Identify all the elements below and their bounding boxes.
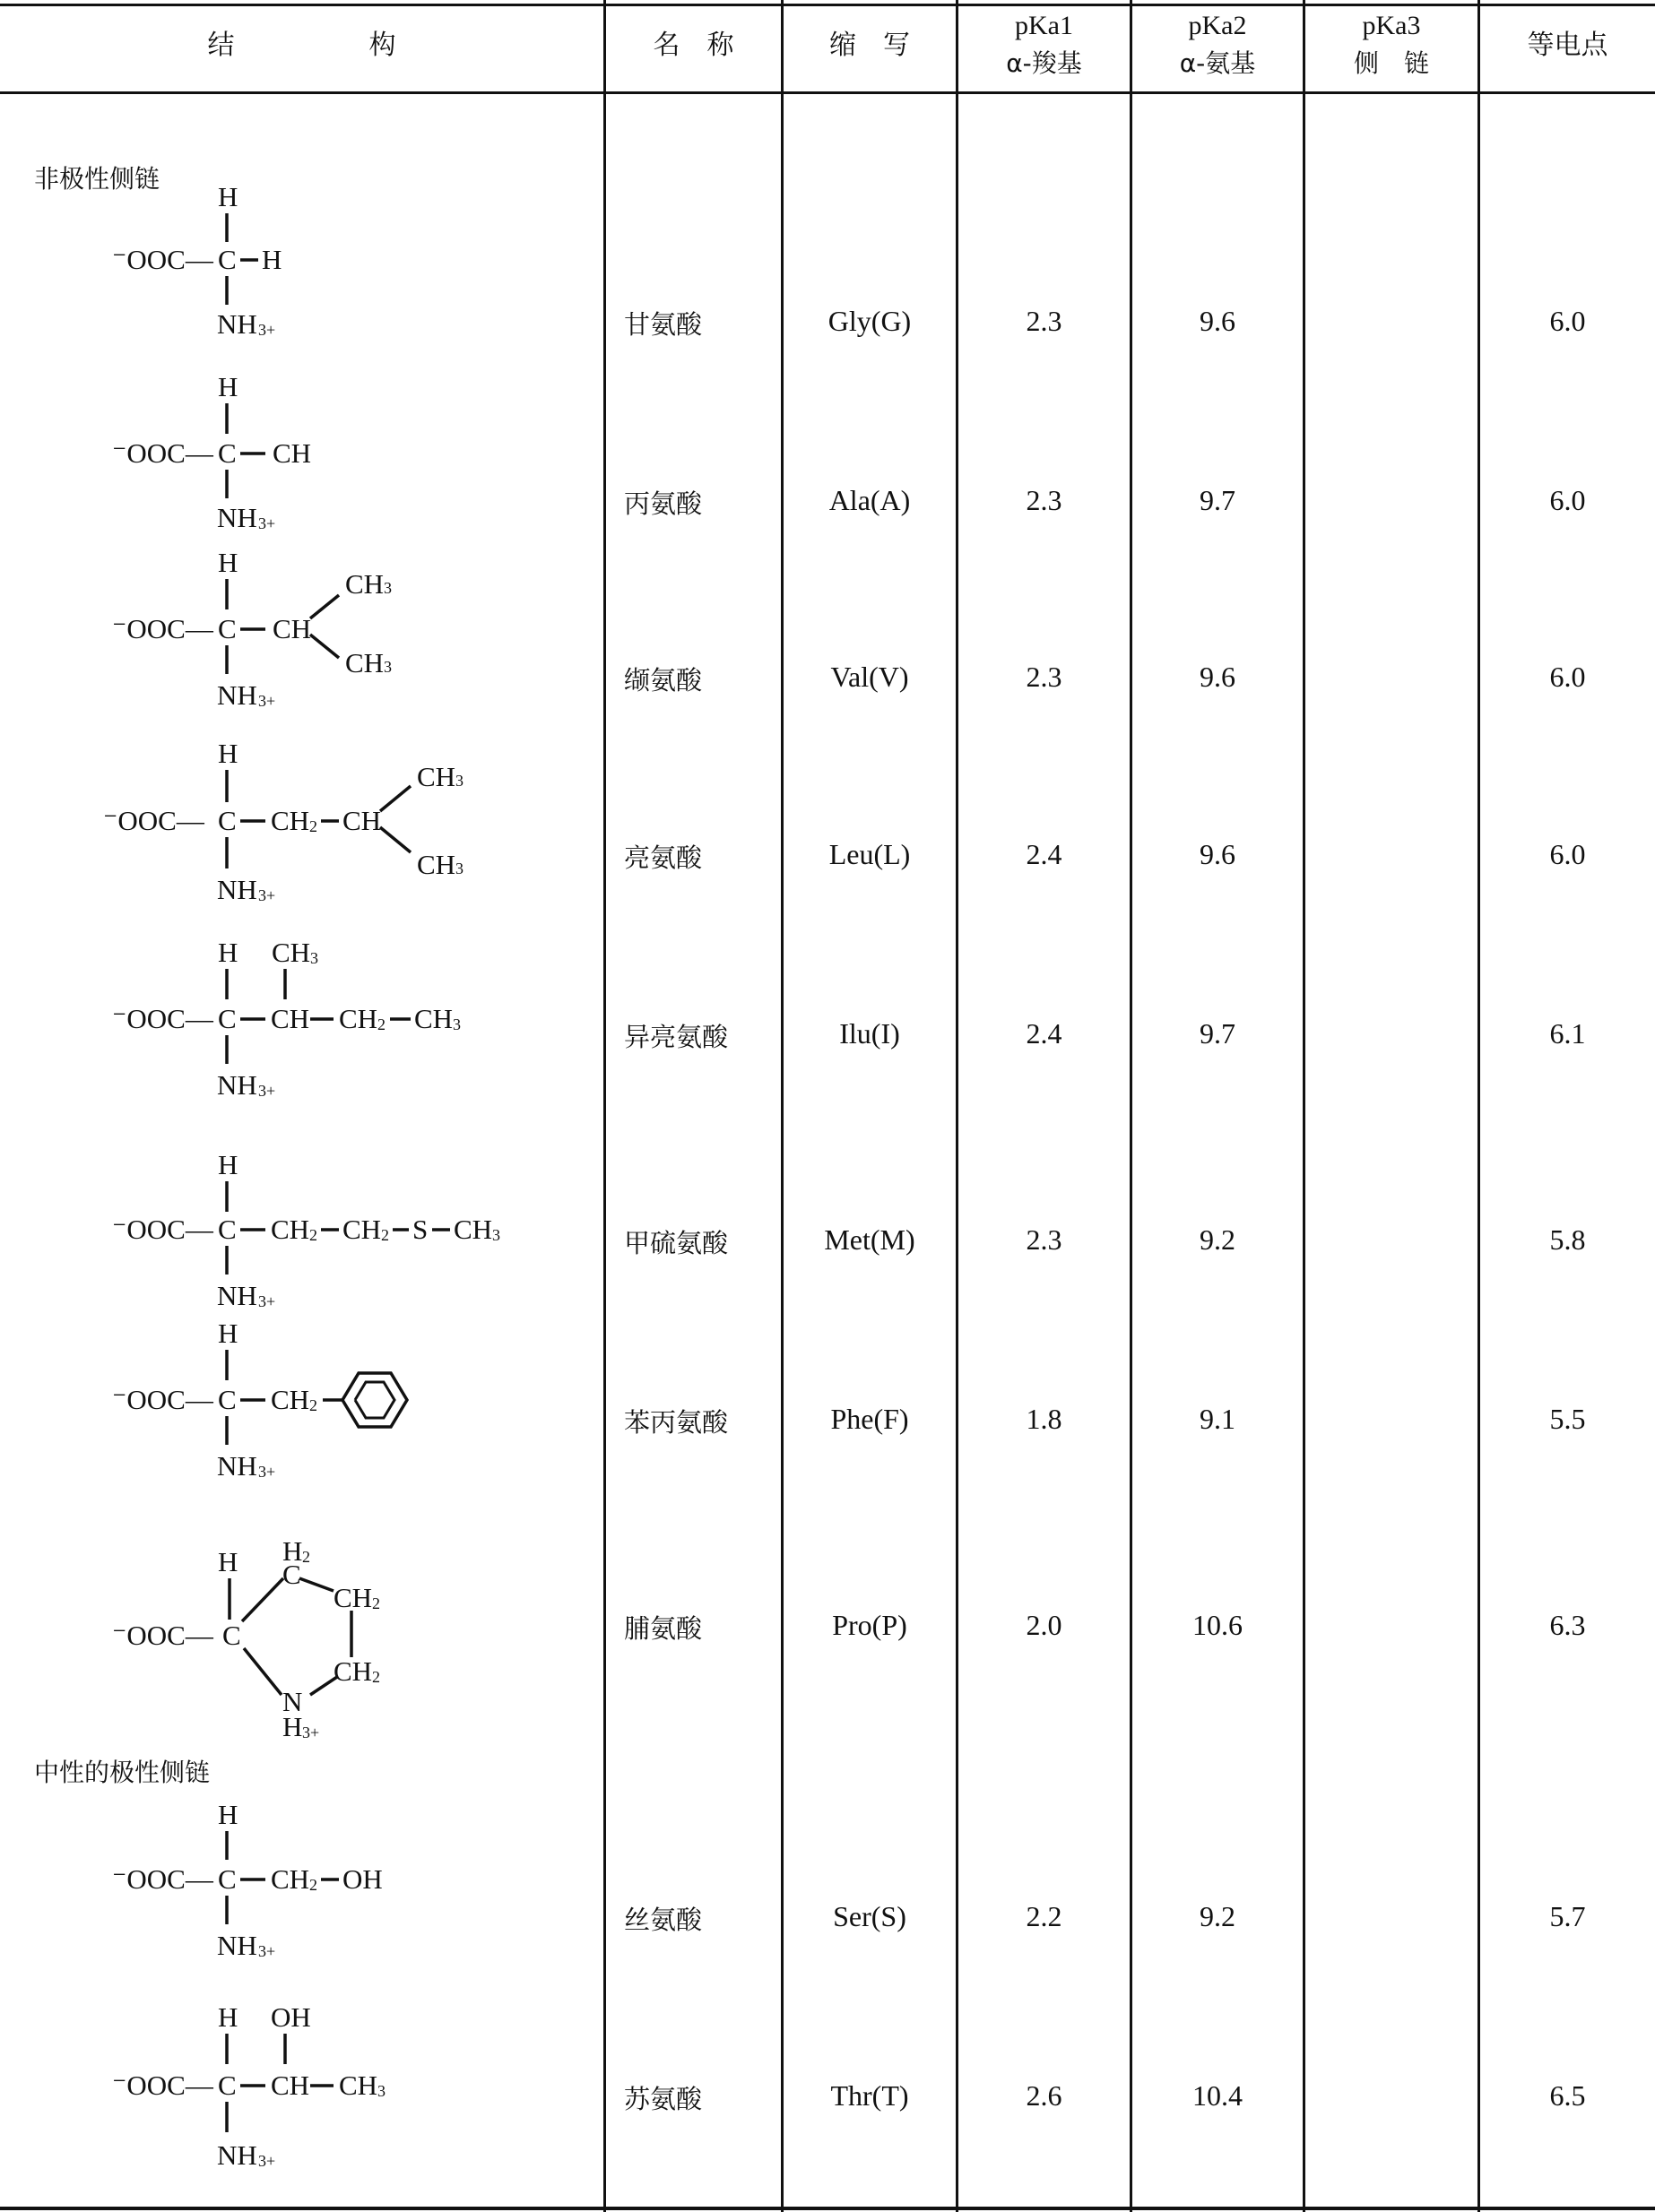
cell-pi: 6.3 — [1549, 1609, 1586, 1641]
svg-text:CH: CH — [271, 1003, 310, 1034]
svg-text:CH: CH — [273, 437, 312, 469]
svg-text:CH: CH — [334, 1582, 373, 1613]
svg-text:H: H — [218, 1318, 238, 1349]
svg-text:NH: NH — [217, 874, 257, 905]
svg-text:H: H — [218, 1799, 238, 1830]
header-isoelectric-point: 等电点 — [1527, 30, 1608, 61]
svg-text:C: C — [218, 613, 237, 644]
svg-text:C: C — [218, 1214, 237, 1245]
group-label-nonpolar: 非极性侧链 — [34, 164, 160, 194]
svg-text:CH: CH — [417, 849, 456, 880]
svg-text:CH: CH — [339, 1003, 378, 1034]
cell-pka2: 9.2 — [1200, 1223, 1235, 1256]
cell-pka2: 9.7 — [1200, 484, 1235, 516]
svg-text:⁻OOC—: ⁻OOC— — [112, 1620, 213, 1651]
header-abbr: 缩 写 — [829, 30, 910, 61]
cell-name: 脯氨酸 — [624, 1613, 703, 1644]
header-pka3-symbol: pKa3 — [1362, 11, 1421, 40]
structural-formula-phenylalanine — [99, 1309, 565, 1497]
svg-text:CH: CH — [342, 1214, 382, 1245]
svg-text:NH: NH — [217, 1069, 257, 1101]
svg-text:C: C — [218, 244, 237, 275]
structural-formula-threonine — [99, 1994, 475, 2191]
svg-text:⁻OOC—: ⁻OOC— — [112, 1863, 213, 1895]
svg-text:3: 3 — [453, 1015, 461, 1033]
svg-text:C: C — [282, 1559, 301, 1590]
cell-abbr: Val(V) — [830, 661, 909, 693]
structure-phenylalanine — [99, 1309, 565, 1501]
svg-text:2: 2 — [309, 1876, 317, 1894]
cell-abbr: Ilu(I) — [839, 1017, 900, 1050]
cell-pka2: 9.7 — [1200, 1017, 1235, 1050]
svg-text:C: C — [218, 1384, 237, 1415]
cell-pka1: 2.3 — [1026, 1223, 1062, 1256]
svg-text:3+: 3+ — [258, 321, 276, 339]
table-top-rule — [0, 4, 1655, 6]
structural-formula-isoleucine — [99, 928, 565, 1116]
cell-pka1: 1.8 — [1026, 1403, 1062, 1435]
cell-pka2: 9.6 — [1200, 838, 1235, 870]
cell-abbr: Met(M) — [824, 1223, 915, 1256]
cell-pi: 6.0 — [1549, 838, 1586, 870]
header-pka1-group: α-羧基 — [1006, 48, 1082, 78]
cell-pka1: 2.3 — [1026, 661, 1062, 693]
structure-methionine — [99, 1138, 601, 1322]
svg-text:H: H — [218, 2001, 238, 2033]
cell-abbr: Thr(T) — [830, 2079, 909, 2112]
cell-abbr: Gly(G) — [828, 305, 912, 337]
benzene-inner-ring — [355, 1382, 394, 1418]
svg-text:3+: 3+ — [258, 886, 276, 904]
header-pka2-symbol: pKa2 — [1188, 11, 1247, 40]
svg-text:3: 3 — [384, 579, 392, 597]
cell-name: 缬氨酸 — [624, 665, 703, 696]
cell-pi: 6.0 — [1549, 484, 1586, 516]
svg-text:3: 3 — [377, 2082, 386, 2100]
svg-text:CH: CH — [273, 613, 312, 644]
structural-formula-valine — [99, 538, 475, 717]
cell-abbr: Ala(A) — [828, 484, 911, 516]
svg-text:3+: 3+ — [258, 1942, 276, 1960]
svg-text:2: 2 — [309, 1396, 317, 1414]
header-structure: 结 构 — [207, 30, 396, 61]
cell-pi: 6.0 — [1549, 305, 1586, 337]
svg-text:NH: NH — [217, 308, 257, 340]
header-pka2 — [1132, 7, 1303, 82]
cell-pka2: 10.4 — [1192, 2079, 1243, 2112]
svg-text:H: H — [282, 1711, 303, 1742]
svg-text:H: H — [282, 1535, 303, 1567]
header-pka1-symbol: pKa1 — [1015, 11, 1073, 40]
cell-pka1: 2.6 — [1026, 2079, 1062, 2112]
svg-text:2: 2 — [381, 1226, 389, 1244]
cell-name: 丙氨酸 — [624, 488, 703, 519]
svg-text:3+: 3+ — [258, 2152, 276, 2170]
header-bottom-rule — [0, 91, 1655, 94]
svg-text:CH: CH — [454, 1214, 493, 1245]
svg-text:CH: CH — [271, 1214, 310, 1245]
svg-text:CH: CH — [271, 1863, 310, 1895]
structural-formula-serine — [99, 1788, 475, 1967]
svg-text:CH: CH — [345, 568, 385, 600]
svg-text:C: C — [218, 805, 237, 836]
cell-abbr: Phe(F) — [830, 1403, 909, 1435]
cell-pka2: 10.6 — [1192, 1609, 1243, 1641]
structure-glycine — [99, 179, 475, 363]
cell-pka1: 2.3 — [1026, 305, 1062, 337]
svg-text:H: H — [262, 244, 282, 275]
header-pka1 — [958, 7, 1130, 82]
svg-text:OH: OH — [342, 1863, 383, 1895]
svg-text:CH: CH — [271, 805, 310, 836]
svg-text:2: 2 — [309, 817, 317, 835]
structure-proline — [99, 1528, 511, 1748]
cell-pka1: 2.4 — [1026, 1017, 1062, 1050]
cell-pka1: 2.3 — [1026, 484, 1062, 516]
structure-threonine — [99, 1994, 475, 2196]
svg-text:CH: CH — [334, 1655, 373, 1687]
svg-text:3: 3 — [310, 949, 318, 967]
svg-text:H: H — [218, 937, 238, 968]
structure-serine — [99, 1788, 475, 1972]
svg-text:3+: 3+ — [258, 1082, 276, 1100]
svg-text:⁻OOC—: ⁻OOC— — [112, 1384, 213, 1415]
svg-text:H: H — [218, 738, 238, 769]
svg-text:2: 2 — [302, 1548, 310, 1566]
svg-text:⁻OOC—: ⁻OOC— — [112, 437, 213, 469]
structural-formula-proline — [99, 1528, 511, 1743]
svg-text:H: H — [218, 371, 238, 402]
header-pka2-group: α-氨基 — [1179, 48, 1256, 78]
svg-text:3: 3 — [455, 772, 464, 790]
svg-text:3+: 3+ — [258, 1463, 276, 1481]
svg-text:N: N — [282, 1686, 303, 1717]
svg-text:H: H — [218, 1149, 238, 1180]
cell-abbr: Leu(L) — [828, 838, 911, 870]
header-name: 名 称 — [653, 30, 734, 61]
svg-text:CH: CH — [272, 937, 311, 968]
svg-text:3+: 3+ — [258, 1292, 276, 1310]
svg-text:C: C — [218, 2069, 237, 2101]
col-divider-5 — [1303, 0, 1305, 2212]
cell-pi: 5.5 — [1549, 1403, 1586, 1435]
cell-name: 甘氨酸 — [624, 309, 703, 340]
svg-text:C: C — [218, 1863, 237, 1895]
svg-text:⁻OOC—: ⁻OOC— — [103, 805, 204, 836]
cell-name: 苏氨酸 — [624, 2084, 703, 2114]
cell-pka1: 2.2 — [1026, 1900, 1062, 1932]
cell-pi: 5.7 — [1549, 1900, 1586, 1932]
svg-text:NH: NH — [217, 502, 257, 533]
svg-text:NH: NH — [217, 2139, 257, 2171]
svg-text:NH: NH — [217, 1930, 257, 1961]
svg-text:3+: 3+ — [302, 1724, 320, 1741]
svg-text:C: C — [218, 1003, 237, 1034]
svg-text:⁻OOC—: ⁻OOC— — [112, 1003, 213, 1034]
group-label-neutral-polar: 中性的极性侧链 — [34, 1758, 211, 1787]
svg-text:CH: CH — [271, 1384, 310, 1415]
svg-text:CH: CH — [414, 1003, 454, 1034]
structural-formula-leucine — [99, 730, 565, 919]
svg-text:NH: NH — [217, 1450, 257, 1482]
structural-formula-glycine — [99, 179, 475, 359]
svg-text:⁻OOC—: ⁻OOC— — [112, 613, 213, 644]
svg-text:H: H — [218, 1546, 238, 1577]
cell-pka1: 2.0 — [1026, 1609, 1062, 1641]
svg-text:3+: 3+ — [258, 692, 276, 710]
svg-text:2: 2 — [309, 1226, 317, 1244]
col-divider-1 — [603, 0, 606, 2212]
cell-name: 丝氨酸 — [624, 1905, 703, 1935]
svg-text:NH: NH — [217, 679, 257, 711]
cell-pka1: 2.4 — [1026, 838, 1062, 870]
svg-text:⁻OOC—: ⁻OOC— — [112, 244, 213, 275]
cell-name: 苯丙氨酸 — [624, 1407, 729, 1438]
svg-text:2: 2 — [372, 1668, 380, 1686]
svg-text:3+: 3+ — [258, 514, 276, 532]
svg-text:CH: CH — [339, 2069, 378, 2101]
svg-text:3: 3 — [455, 860, 464, 877]
svg-text:H: H — [218, 547, 238, 578]
svg-text:C: C — [222, 1620, 241, 1651]
svg-text:2: 2 — [377, 1015, 386, 1033]
svg-text:2: 2 — [372, 1594, 380, 1612]
cell-pka2: 9.6 — [1200, 305, 1235, 337]
svg-text:⁻OOC—: ⁻OOC— — [112, 2069, 213, 2101]
svg-text:⁻OOC—: ⁻OOC— — [112, 1214, 213, 1245]
cell-name: 甲硫氨酸 — [624, 1228, 729, 1258]
structure-isoleucine — [99, 928, 565, 1120]
structural-formula-alanine — [99, 359, 475, 538]
structure-valine — [99, 538, 475, 721]
cell-pi: 5.8 — [1549, 1223, 1586, 1256]
cell-name: 亮氨酸 — [624, 842, 703, 873]
table-bottom-rule — [0, 2207, 1655, 2210]
structure-leucine — [99, 730, 565, 923]
cell-pi: 6.5 — [1549, 2079, 1586, 2112]
svg-text:CH: CH — [345, 647, 385, 678]
header-pka3 — [1305, 7, 1477, 82]
svg-text:S: S — [412, 1214, 429, 1245]
svg-text:OH: OH — [271, 2001, 311, 2033]
svg-text:3: 3 — [492, 1226, 500, 1244]
svg-text:NH: NH — [217, 1280, 257, 1311]
svg-text:CH: CH — [271, 2069, 310, 2101]
cell-pka2: 9.1 — [1200, 1403, 1235, 1435]
svg-text:CH: CH — [417, 761, 456, 792]
svg-text:C: C — [218, 437, 237, 469]
cell-pka2: 9.6 — [1200, 661, 1235, 693]
cell-pka2: 9.2 — [1200, 1900, 1235, 1932]
cell-pi: 6.0 — [1549, 661, 1586, 693]
cell-abbr: Pro(P) — [832, 1609, 907, 1641]
structure-alanine — [99, 359, 475, 542]
svg-text:3: 3 — [384, 658, 392, 676]
cell-name: 异亮氨酸 — [624, 1022, 729, 1052]
structural-formula-methionine — [99, 1138, 601, 1318]
svg-text:CH: CH — [342, 805, 382, 836]
cell-pi: 6.1 — [1549, 1017, 1586, 1050]
header-pka3-group: 侧 链 — [1353, 48, 1429, 78]
svg-text:H: H — [218, 181, 238, 212]
cell-abbr: Ser(S) — [833, 1900, 906, 1932]
